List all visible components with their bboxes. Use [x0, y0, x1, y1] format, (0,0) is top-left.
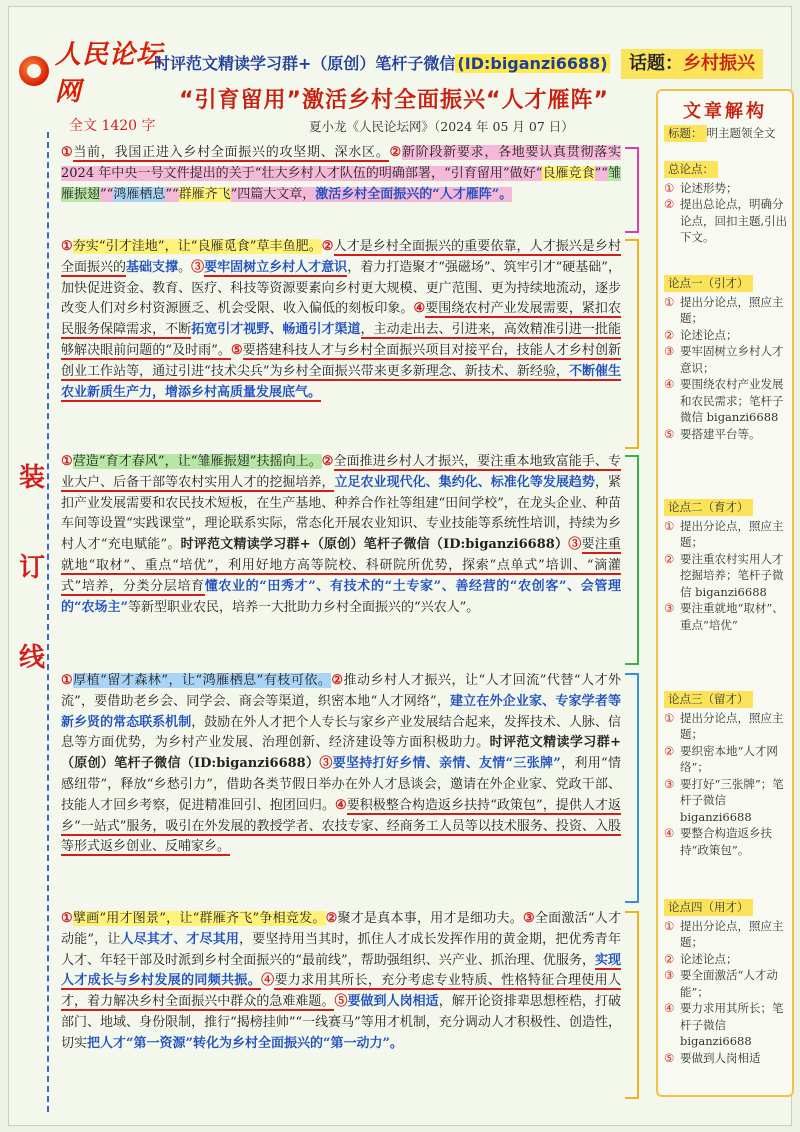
bracket-intro: [625, 147, 639, 233]
text: 擘画“用才图景”，让“群雁齐飞”争相竞发。: [72, 911, 326, 926]
item-text: 提出总论点，明确分论点，回扣主题,引出下文。: [680, 197, 788, 244]
keyword: 群雁齐飞: [178, 186, 231, 202]
item-num: ①: [664, 518, 675, 533]
num: ②: [325, 911, 338, 926]
binding-char-1: 装: [19, 463, 46, 493]
text: 要力求用其所长，充分考虑专业特质、性格特征合理使用人才，着力解决乡村全面振兴中群众的急难难题。: [61, 973, 621, 1010]
item-text: 要牢固树立乡村人才意识；: [680, 344, 784, 375]
num: ①: [61, 673, 74, 688]
item-text: 要注重就地“取材”、重点“培优”: [680, 601, 784, 632]
keyword: 良雁竞食: [542, 165, 595, 181]
item-num: ④: [664, 377, 675, 391]
panel-title: 文章解构: [683, 101, 767, 122]
text: ，利用“情感纽带”，释放“乡愁引力”，借助各类节假日举办在外人才恳谈会，邀请在外企业家、党政干部、技能人才回乡考察，促进精准回引、抱团回归。: [61, 756, 621, 813]
text: 要搭建科技人才与乡村全面振兴项目对接平台，技能人才乡村创新创业工作站等，通过引进“技术尖兵”为乡村全面振兴带来更多新理念、新技术、新经验，: [61, 342, 621, 379]
highlight: 建立在外企业家、专家学者等新乡贤的常态联系机制: [61, 693, 621, 730]
item-text: 提出分论点，照应主题；: [680, 294, 784, 325]
num: ⑤: [334, 994, 348, 1010]
highlight: 要牢固树立乡村人才意识: [204, 259, 348, 275]
text: 新阶段新要求，各地要认真贯彻落实 2024 年中央一号文件提出的关于“壮大乡村人才队伍的明确部署，“引育留用”做好“: [61, 145, 621, 181]
item-text: 要力求用其所长；笔杆子微信 biganzi6688: [680, 1001, 784, 1048]
banner: [154, 51, 610, 77]
article-title: “引育留用”激活乡村全面振兴“人才雁阵”: [179, 88, 609, 113]
text: ，鼓励在外人才把个人专长与家乡产业发展结合起来，发挥技术、人脉、信息等方面优势，为乡村产业发展、治理创新、经济建设等方面积极助力。: [61, 714, 621, 751]
keyword: 鸿雁栖息: [113, 186, 166, 202]
item-num: ③: [664, 776, 675, 791]
text: 。: [178, 259, 192, 275]
ad-text: 时评范文精读学习群+（原创）笔杆子微信（ID:biganzi6688）: [61, 735, 621, 772]
ad-text: 时评范文精读学习群+（原创）笔杆子微信: [180, 537, 430, 553]
topic-value: 乡村振兴: [683, 53, 755, 74]
banner-prefix: 时评范文精读学习群+（原创）笔杆子微信: [154, 54, 456, 73]
num: ①: [61, 911, 73, 926]
paragraph-point-4: [61, 909, 621, 1055]
text: 夯实“引才洼地”，让“良雁觅食”草丰鱼肥。: [72, 239, 322, 254]
paragraph-point-3: [61, 671, 621, 858]
item-text: 要注重农村实用人才挖掘培养；笔杆子微信 biganzi6688: [680, 551, 784, 599]
byline: 夏小龙《人民论坛网》（2024 年 05 月 07 日）: [309, 119, 574, 134]
item-num: ①: [664, 710, 675, 725]
word-count: 全文 1420 字: [69, 118, 156, 134]
item-num: ④: [664, 826, 675, 840]
item-num: ①: [664, 294, 675, 309]
highlight: 要做到人岗相适: [347, 994, 439, 1010]
item-text: 要做到人岗相适: [680, 1050, 761, 1065]
panel-point-2-section: [664, 499, 788, 633]
paragraph-point-2: [61, 452, 621, 618]
item-text: 论述形势；: [680, 180, 738, 195]
item-text: 提出分论点，照应主题；: [680, 710, 784, 741]
ad-id: （ID:biganzi6688）: [429, 537, 569, 553]
highlight: 实现人才成长与乡村发展的同频共振。: [61, 952, 621, 989]
item-text: 要整合构造返乡扶持“政策包”。: [680, 826, 772, 857]
text: 要注重就地“取材”、重点“培优”，利用好地方高等院校、科研院所优势，探索“点单式”培训、“滴灌式”培养，分类分层培育: [61, 537, 621, 594]
keyword: 雏雁振翅: [61, 165, 621, 202]
num: ①: [61, 454, 73, 469]
num: ③: [522, 911, 535, 926]
panel-point-1-section: [664, 275, 788, 442]
section-desc: 明主题领全文: [706, 126, 776, 140]
highlight: 立足农业现代化、集约化、标准化等发展趋势: [334, 474, 595, 490]
text: 要围绕农村产业发展需要，紧扣农民服务保障需求，不断: [61, 301, 621, 338]
text: ，主动走出去、引进来，高效精准引进一批能够解决眼前问题的“及时雨”。: [61, 322, 621, 358]
highlight: 要坚持打好乡情、亲情、友情“三张牌”: [332, 756, 561, 772]
bracket-point-3: [625, 673, 639, 903]
text: 要积极整合构造返乡扶持“政策包”，提供人才返乡“一站式”服务，吸引在外发展的教授学者、农技专家、经商务工人员等以技术服务、投资、入股等形式返乡创业、反哺家乡。: [61, 797, 621, 855]
text: ，紧扣产业发展需要和农民技术短板，在生产基地、种养合作社等组建“田间学校”，在龙头企业、种苗车间等设置“实践课堂”，理论联系实际，常态化开展农业知识、专业技能等系统性培训，持续为乡村人才“充电赋能”。: [61, 474, 621, 553]
num: ①: [61, 145, 74, 160]
text: 厚植“留才森林”，让“鸿雁栖息”有枝可依。: [73, 673, 332, 688]
panel-point-4-section: [664, 899, 788, 1066]
text: ”四篇大文章，: [230, 186, 316, 202]
section-head: 论点二（育才）: [664, 499, 753, 516]
page: [8, 6, 792, 1126]
item-text: 要织密本地“人才网络”；: [680, 743, 778, 774]
section-head: 总论点：: [664, 161, 718, 178]
banner-id: (ID:biganzi6688): [457, 54, 608, 73]
text: 全面推进乡村人才振兴，要注重本地致富能手、专业大户、后备干部等农村实用人才的挖掘培养，: [61, 454, 622, 490]
paragraph-intro: [61, 143, 621, 205]
num: ②: [321, 239, 334, 254]
text: ，解开论资排辈思想桎梏，打破部门、地域、身份限制，推行“揭榜挂帅”“一线赛马”等用才机制，充分调动人才积极性、创造性，切实: [61, 994, 621, 1051]
item-text: 提出分论点，照应主题；: [680, 518, 784, 549]
num: ②: [389, 145, 402, 160]
text: ，着力打造聚才“强磁场”、筑牢引才“硬基础”，加快促进资金、教育、医疗、科技等资源要素向乡村更大规模、更广范围、更为持续地流动，逐步改变人们对乡村资源匮乏、机会受限、收入偏低的刻板印象。: [61, 259, 621, 317]
panel-point-3-section: [664, 691, 788, 858]
item-num: ①: [664, 180, 675, 195]
num: ④: [413, 301, 426, 317]
section-head: 论点一（引才）: [664, 275, 753, 292]
item-text: 要全面激活“人才动能”；: [680, 968, 778, 999]
topic-label: 话题：: [629, 53, 683, 74]
item-num: ②: [664, 743, 675, 758]
highlight: 懂农业的“田秀才”、有技术的“土专家”、善经营的“农创客”、会管理的“农场主”: [61, 578, 621, 615]
panel-title-section: [664, 125, 788, 144]
num: ③: [191, 259, 205, 275]
highlight: 把人才“第一资源”转化为乡村全面振兴的“第一动力”。: [87, 1035, 403, 1051]
item-text: 要搭建平台等。: [680, 426, 761, 441]
text: 人才是乡村全面振兴的重要依靠，人才振兴是乡村全面振兴的: [61, 239, 622, 275]
item-text: 论述论点；: [680, 327, 738, 342]
item-num: ⑤: [664, 1050, 675, 1065]
item-num: ②: [664, 551, 675, 566]
num: ①: [61, 239, 73, 254]
text: 当前，我国正进入乡村全面振兴的攻坚期、深水区。: [73, 145, 390, 160]
item-text: 提出分论点，照应主题；: [680, 918, 784, 949]
section-label: 标题：: [664, 125, 707, 142]
text: 等新型职业农民，培养一大批助力乡村全面振兴的“兴农人”。: [127, 599, 480, 615]
highlight: 人尽其才、才尽其用: [120, 931, 240, 947]
num: ③: [319, 756, 333, 772]
num: ②: [321, 454, 334, 469]
num: ⑤: [230, 342, 243, 358]
num: ④: [335, 797, 347, 813]
item-num: ③: [664, 344, 675, 358]
item-text: 要打好“三张牌”；笔杆子微信 biganzi6688: [680, 776, 784, 824]
panel-intro-section: [664, 161, 788, 246]
item-num: ⑤: [664, 426, 675, 441]
text: ”“: [100, 186, 114, 202]
item-num: ②: [664, 197, 675, 211]
item-text: 论述论点；: [680, 951, 738, 966]
highlight: 基础支撑: [126, 259, 179, 275]
text: 全面激活“人才动能”，让: [61, 911, 622, 947]
text: 推动乡村人才振兴，让“人才回流”代替“人才外流”，要借助老乡会、同学会、商会等渠道，织密本地“人才网络”，: [61, 673, 622, 709]
text: ”“: [165, 186, 179, 202]
text: 聚才是真本事，用才是细功夫。: [337, 911, 523, 926]
text: 激活乡村全面振兴的“人才雁阵”。: [315, 186, 513, 202]
highlight: 不断催生农业新质生产力，增添乡村高质量发展底气。: [61, 363, 621, 400]
bracket-point-2: [625, 455, 639, 665]
item-num: ②: [664, 951, 675, 966]
binding-char-2: 订: [19, 553, 46, 583]
num: ②: [331, 673, 344, 688]
item-num: ③: [664, 601, 675, 615]
binding-char-3: 线: [19, 643, 46, 673]
highlight: 拓宽引才视野、畅通引才渠道: [191, 322, 361, 338]
text: 营造“育才春风”，让“雏雁振翅”扶摇向上。: [72, 454, 322, 469]
text: ，要坚持用当其时，抓住人才成长发挥作用的黄金期，把优秀青年人才、年轻干部及时派到乡村全面振兴的“最前线”，帮助强组织、兴产业、抓治理、优服务，: [61, 931, 621, 968]
section-head: 论点四（用才）: [664, 899, 753, 916]
item-num: ②: [664, 327, 675, 342]
section-head: 论点三（留才）: [664, 691, 753, 708]
bracket-point-4: [625, 911, 639, 1099]
item-text: 要围绕农村产业发展和农民需求；笔杆子微信 biganzi6688: [680, 377, 784, 424]
structure-panel: [656, 89, 794, 1097]
item-num: ①: [664, 918, 675, 933]
num: ④: [261, 973, 275, 989]
item-num: ④: [664, 1001, 675, 1015]
logo-icon: [19, 56, 49, 86]
logo-text: 人民论坛网: [54, 40, 163, 107]
binding-line: [47, 132, 49, 1112]
num: ③: [568, 537, 582, 553]
text: ”“: [594, 165, 608, 181]
topic-badge: [621, 49, 763, 79]
paragraph-point-1: [61, 237, 621, 403]
item-num: ③: [664, 968, 675, 982]
bracket-point-1: [625, 239, 639, 449]
